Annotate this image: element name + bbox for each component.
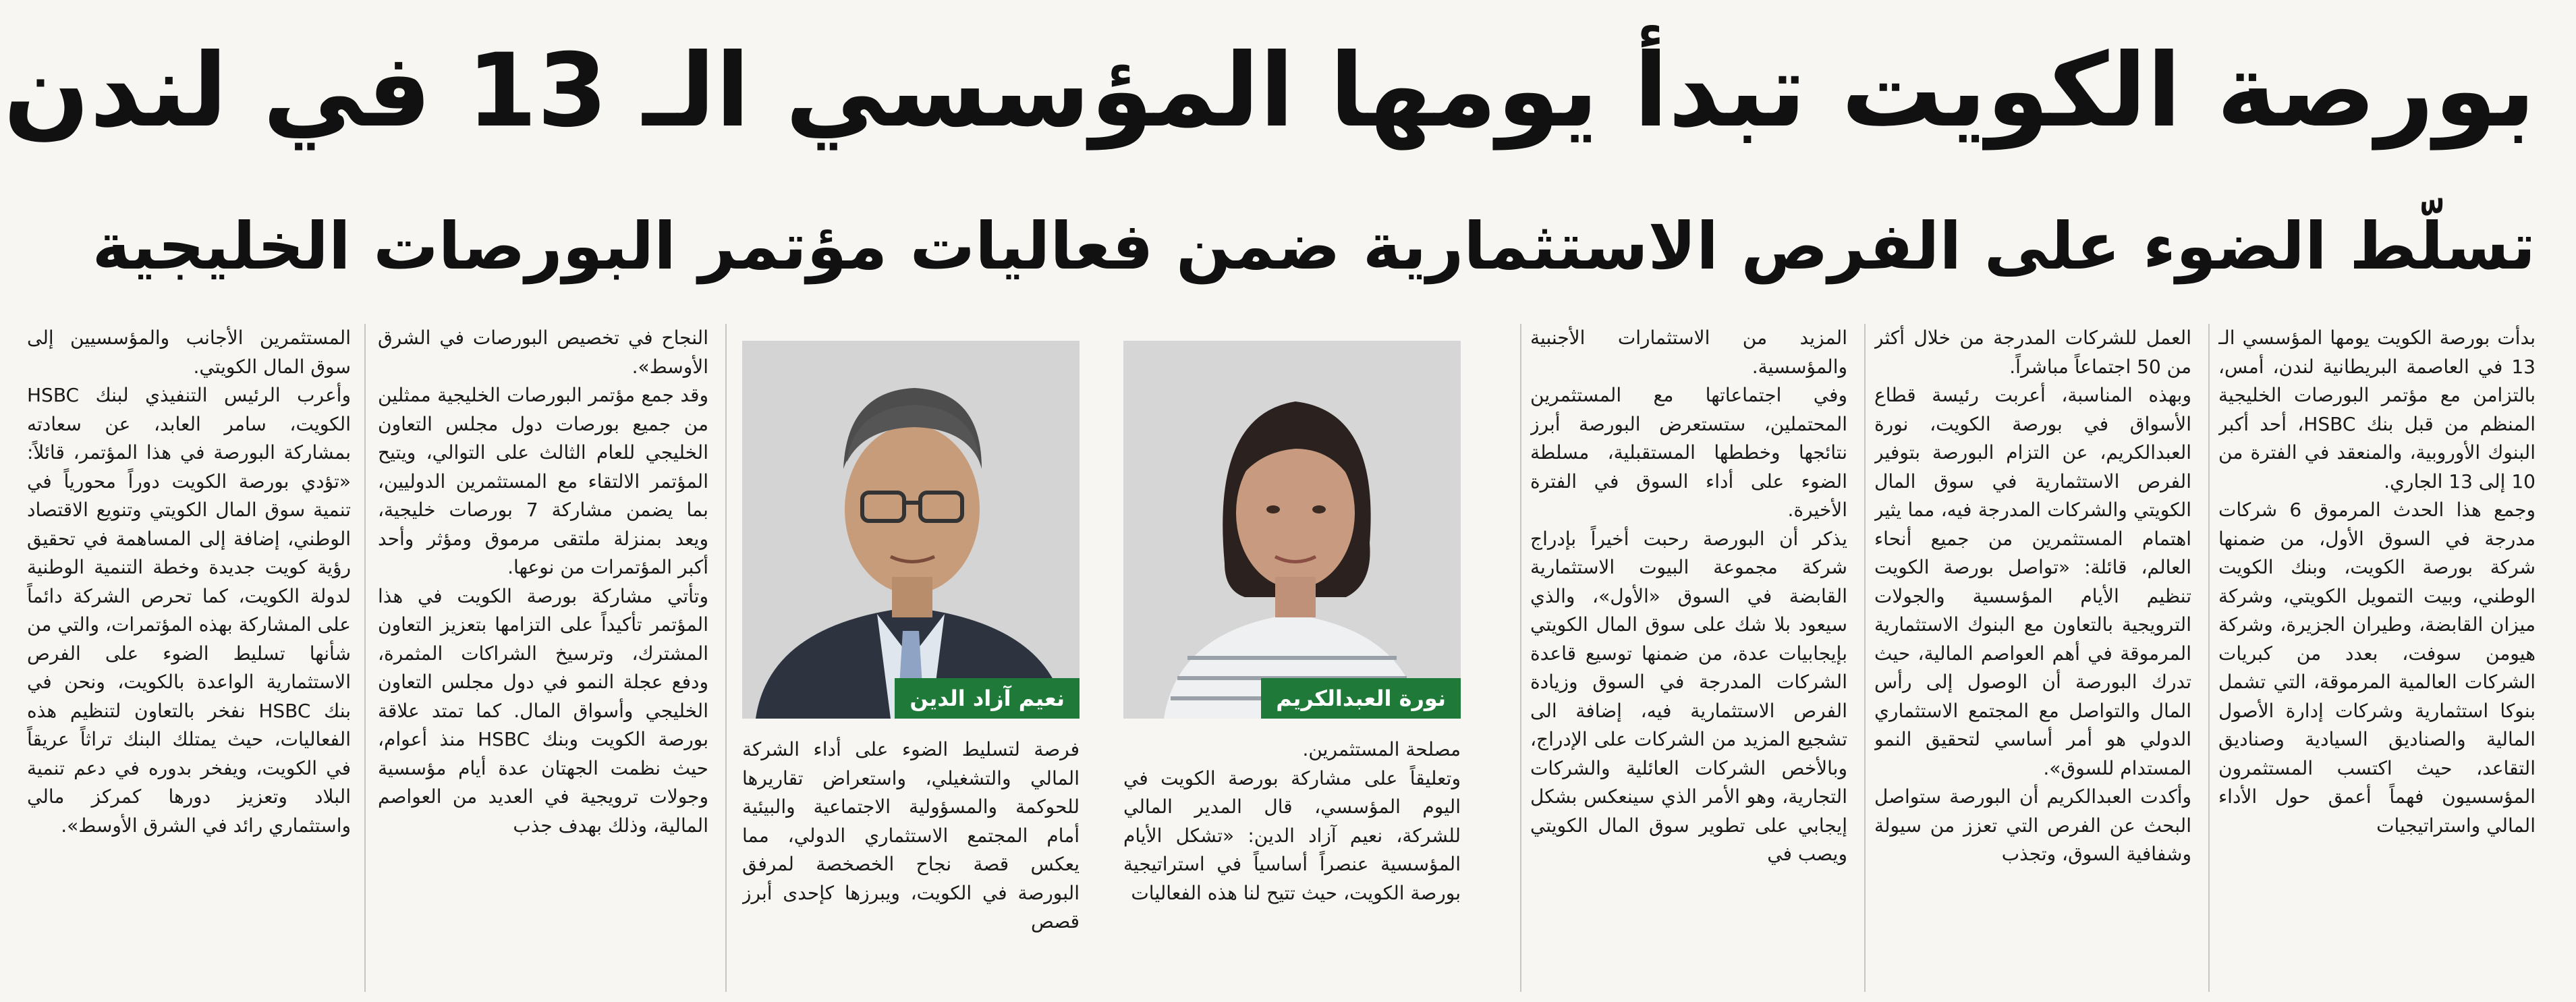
article-column-5 — [742, 735, 1080, 992]
paragraph: فرصة لتسليط الضوء على أداء الشركة المالي والتشغيلي، واستعراض تقاريرها للحوكمة والمسؤولية الاجتماعية والبيئية أمام المجتمع الاستثماري الدولي، مما يعكس قصة نجاح الخصخصة لمرفق البورصة في الكويت، ويبرزها كإحدى أبرز قصص — [742, 738, 1080, 933]
paragraph: وتأتي مشاركة بورصة الكويت في هذا المؤتمر تأكيداً على التزامها بتعزيز التعاون المشترك، وترسيخ الشراكات المثمرة، ودفع عجلة النمو في دول مجلس التعاون الخليجي وأسواق المال. كما تمتد علاقة بورصة الكويت وبنك HSBC منذ أعوام، حيث نظمت الجهتان عدة أيام مؤسسية وجولات ترويجية في العديد من العواصم المالية، وذلك بهدف جذب — [378, 584, 708, 837]
article-column-6 — [378, 324, 708, 992]
paragraph: بدأت بورصة الكويت يومها المؤسسي الـ 13 في العاصمة البريطانية لندن، أمس، بالتزامن مع مؤتمر البورصات الخليجية المنظم من قبل بنك HSBC، أحد أكبر البنوك الأوروبية، والمنعقد في الفترة من 10 إلى 13 الجاري. — [2218, 327, 2536, 493]
paragraph: وقد جمع مؤتمر البورصات الخليجية ممثلين من جميع بورصات دول مجلس التعاون الخليجي للعام الثالث على التوالي، ويتيح المؤتمر الالتقاء مع المستثمرين الدوليين، بما يضمن مشاركة 7 بورصات خليجية، ويعد بمنزلة ملتقى مرموق ومؤثر وأحد أكبر المؤتمرات من نوعها. — [378, 384, 708, 578]
portrait-woman-image — [1123, 341, 1461, 719]
column-divider — [364, 324, 366, 992]
paragraph: مصلحة المستثمرين. — [1302, 738, 1461, 760]
photo-caption: نورة العبدالكريم — [1261, 678, 1461, 719]
headline: بورصة الكويت تبدأ يومها المؤسسي الـ 13 في لندن — [3, 32, 2536, 150]
subheadline: تسلّط الضوء على الفرص الاستثمارية ضمن فعاليات مؤتمر البورصات الخليجية — [92, 208, 2536, 284]
paragraph: وبهذه المناسبة، أعربت رئيسة قطاع الأسواق في بورصة الكويت، نورة العبدالكريم، عن التزام البورصة بتوفير الفرص الاستثمارية في سوق المال الكويتي والشركات المدرجة فيه، مما يثير اهتمام المستثمرين من جميع أنحاء العالم، قائلة: «تواصل بورصة الكويت تنظيم الأيام المؤسسية والجولات الترويجية بالتعاون مع البنوك الاستثمارية المرموقة في أهم العواصم المالية، حيث تدرك البورصة أن الوصول إلى رأس المال والتواصل مع المجتمع الاستثماري الدولي هو أمر أساسي لتحقيق النمو المستدام للسوق». — [1874, 384, 2191, 779]
article-column-7 — [27, 324, 351, 992]
portrait-man-image — [742, 341, 1080, 719]
column-divider — [725, 324, 727, 992]
paragraph: وفي اجتماعاتها مع المستثمرين المحتملين، ستستعرض البورصة أبرز نتائجها وخططها المستقبلية، مسلطة الضوء على أداء السوق في الفترة الأخيرة. — [1530, 384, 1847, 521]
paragraph: العمل للشركات المدرجة من خلال أكثر من 50 اجتماعاً مباشراً. — [1874, 327, 2191, 378]
photo-naeem-azad-aldin — [742, 341, 1080, 719]
paragraph: النجاح في تخصيص البورصات في الشرق الأوسط». — [378, 327, 708, 378]
column-divider — [1864, 324, 1866, 992]
paragraph: المستثمرين الأجانب والمؤسسيين إلى سوق المال الكويتي. — [27, 327, 351, 378]
paragraph: يذكر أن البورصة رحبت أخيراً بإدراج شركة مجموعة البيوت الاستثمارية القابضة في السوق «الأول»، والذي سيعود بلا شك على سوق المال الكويتي بإيجابيات عدة، من ضمنها توسيع قاعدة الشركات المدرجة في السوق وزيادة الفرص الاستثمارية فيه، إضافة الى تشجيع المزيد من الشركات على الإدراج، وبالأخص الشركات العائلية والشركات التجارية، وهو الأمر الذي سينعكس بشكل إيجابي على تطوير سوق المال الكويتي ويصب في — [1530, 527, 1847, 865]
photo-caption: نعيم آزاد الدين — [895, 678, 1080, 719]
paragraph: وتعليقاً على مشاركة بورصة الكويت في اليوم المؤسسي، قال المدير المالي للشركة، نعيم آزاد الدين: «تشكل الأيام المؤسسية عنصراً أساسياً في استراتيجية بورصة الكويت، حيث تتيح لنا هذه الفعاليات — [1123, 767, 1461, 904]
article-column-4 — [1123, 735, 1461, 992]
paragraph: وجمع هذا الحدث المرموق 6 شركات مدرجة في السوق الأول، من ضمنها شركة بورصة الكويت، وبنك الكويت الوطني، وبيت التمويل الكويتي، وشركة ميزان القابضة، وطيران الجزيرة، وشركة هيومن سوفت، بعدد من كبريات الشركات العالمية المرموقة، التي تشمل بنوكا استثمارية وشركات إدارة الأصول المالية والصناديق السيادية وصناديق التقاعد، حيث اكتسب المستثمرون المؤسسيون فهماً أعمق حول الأداء المالي واستراتيجيات — [2218, 499, 2536, 837]
paragraph: وأكدت العبدالكريم أن البورصة ستواصل البحث عن الفرص التي تعزز من سيولة وشفافية السوق، وتجذب — [1874, 785, 2191, 865]
article-column-1 — [2218, 324, 2536, 992]
column-divider — [1520, 324, 1521, 992]
paragraph: المزيد من الاستثمارات الأجنبية والمؤسسية. — [1530, 327, 1847, 378]
column-divider — [2208, 324, 2210, 992]
photo-noura-alabdulkarim — [1123, 341, 1461, 719]
article-column-2 — [1874, 324, 2191, 992]
paragraph: وأعرب الرئيس التنفيذي لبنك HSBC الكويت، سامر العابد، عن سعادته بمشاركة البورصة في هذا المؤتمر، قائلاً: «تؤدي بورصة الكويت دوراً محورياً في تنمية سوق المال الكويتي وتنويع الاقتصاد الوطني، إضافة إلى المساهمة في تحقيق رؤية كويت جديدة وخطة التنمية الوطنية لدولة الكويت، كما تحرص الشركة دائماً على المشاركة بهذه المؤتمرات، والتي من شأنها تسليط الضوء على الفرص الاستثمارية الواعدة بالكويت، ونحن في بنك HSBC نفخر بالتعاون لتنظيم هذه الفعاليات، حيث يمتلك البنك تراثاً عريقاً في الكويت، ويفخر بدوره في دعم تنمية البلاد وتعزيز دورها كمركز مالي واستثماري رائد في الشرق الأوسط». — [27, 384, 351, 837]
article-column-3 — [1530, 324, 1847, 992]
